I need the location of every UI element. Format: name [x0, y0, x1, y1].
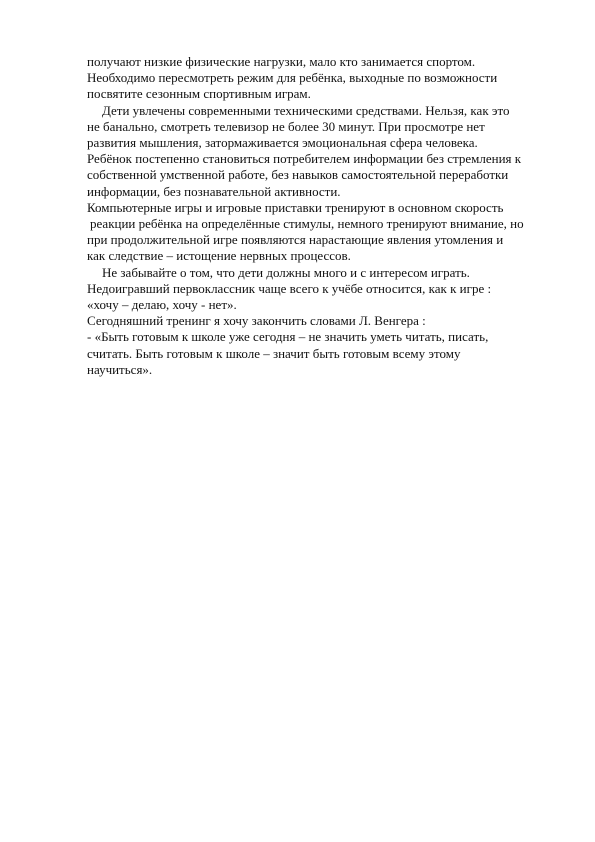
- text-line: реакции ребёнка на определённые стимулы, немного тренируют внимание, но: [90, 216, 524, 232]
- text-line: развития мышления, затормаживается эмоциональная сфера человека.: [87, 135, 478, 151]
- text-line: как следствие – истощение нервных процессов.: [87, 248, 351, 264]
- text-line: собственной умственной работе, без навыков самостоятельной переработки: [87, 167, 509, 183]
- text-line: посвятите сезонным спортивным играм.: [87, 86, 311, 102]
- text-line: получают низкие физические нагрузки, мало кто занимается спортом.: [87, 54, 476, 69]
- text-line: Необходимо пересмотреть режим для ребёнка, выходные по возможности: [87, 70, 498, 86]
- text-line: не банально, смотреть телевизор не более 30 минут. При просмотре нет: [87, 118, 485, 134]
- paragraph-first-line: Дети увлечены современными техническими средствами. Нельзя, как это: [102, 102, 510, 118]
- quote-line: научиться».: [87, 361, 153, 377]
- quote-line: считать. Быть готовым к школе – значит быть готовым всему этому: [87, 345, 461, 361]
- body-text: [87, 54, 557, 378]
- text-line: при продолжительной игре появляются нарастающие явления утомления и: [87, 232, 504, 248]
- quote-line: - «Быть готовым к школе уже сегодня – не значить уметь читать, писать,: [87, 329, 489, 345]
- text-line: Ребёнок постепенно становиться потребителем информации без стремления к: [87, 151, 522, 167]
- paragraph-first-line: Компьютерные игры и игровые приставки тренируют в основном скорость: [87, 199, 504, 215]
- text-line: «хочу – делаю, хочу - нет».: [87, 297, 237, 313]
- text-line: информации, без познавательной активности.: [87, 183, 341, 199]
- text-line: Недоигравший первоклассник чаще всего к учёбе относится, как к игре :: [87, 280, 492, 296]
- paragraph-first-line: Не забывайте о том, что дети должны много и с интересом играть.: [102, 264, 470, 280]
- paragraph-first-line: Сегодняшний тренинг я хочу закончить словами Л. Венгера :: [87, 313, 426, 329]
